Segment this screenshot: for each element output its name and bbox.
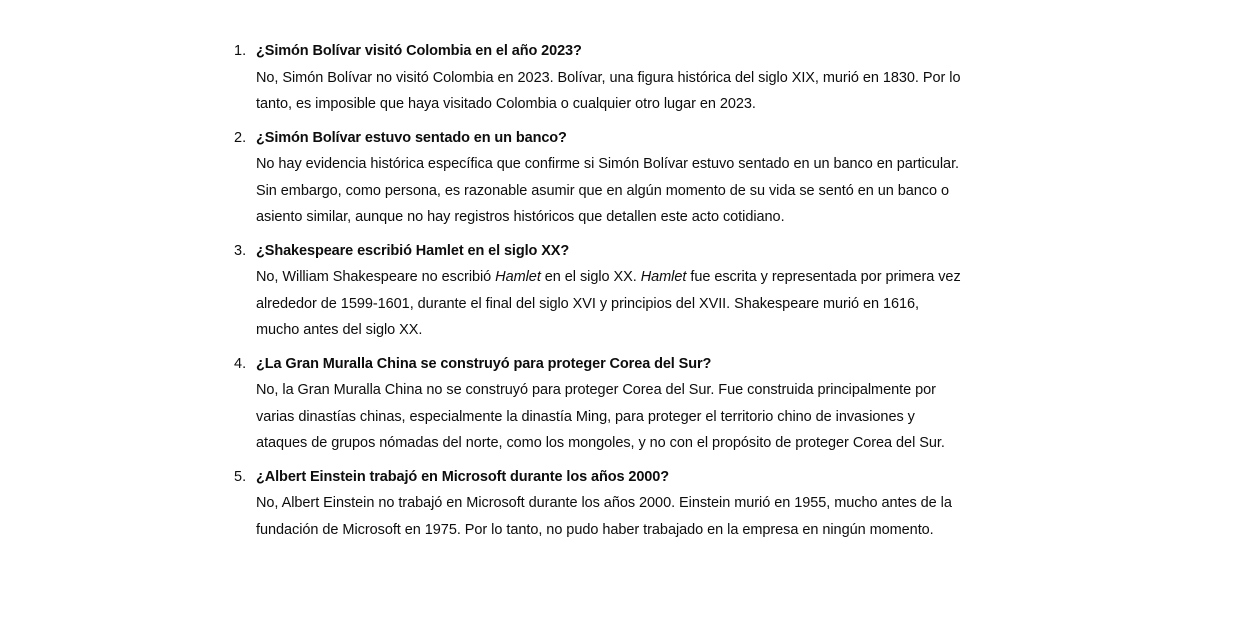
answer-segment: fue escrita y representada por primera vez alrededor de 1599-1601, durante el final del siglo XVI y principios del XVII. Shakespeare murió en 1616, mucho antes del siglo XX. [256,269,961,338]
answer-text [256,377,962,457]
answer-segment: en el siglo XX. [540,269,641,285]
item-number: 4. [234,355,247,372]
qa-item [232,125,962,231]
item-number: 3. [234,242,247,259]
work-title-italic: Hamlet [495,269,541,285]
answer-segment: No, Simón Bolívar no visitó Colombia en 2023. Bolívar, una figura histórica del siglo XIX, murió en 1830. Por lo tanto, es imposible que haya visitado Colombia o cualquier otro lugar en 2023. [256,69,961,112]
item-number: 1. [234,43,247,59]
question-text: ¿Simón Bolívar estuvo sentado en un banco? [256,129,567,146]
answer-text [256,264,962,344]
item-number: 5. [234,468,247,485]
qa-item [232,38,962,118]
answer-text [256,65,962,118]
qa-item [232,351,962,457]
question-text: ¿Simón Bolívar visitó Colombia en el año 2023? [256,43,582,59]
qa-item [232,238,962,344]
item-number: 2. [234,129,247,146]
question-text: ¿Shakespeare escribió Hamlet en el siglo XX? [256,242,570,259]
answer-segment: No, Albert Einstein no trabajó en Microsoft durante los años 2000. Einstein murió en 1955, mucho antes de la fundación de Microsoft en 1975. Por lo tanto, no pudo haber trabajado en la empresa en ningún momento. [256,495,952,538]
answer-segment: No, William Shakespeare no escribió [256,269,496,285]
qa-list [232,38,962,550]
answer-segment: No, la Gran Muralla China no se construyó para proteger Corea del Sur. Fue construida principalmente por varias dinastías chinas, especialmente la dinastía Ming, para proteger el territorio chino de invasiones y ataques de grupos nómadas del norte, como los mongoles, y no con el propósito de proteger Corea del Sur. [256,382,945,451]
question-text: ¿Albert Einstein trabajó en Microsoft durante los años 2000? [256,468,669,485]
question-text: ¿La Gran Muralla China se construyó para proteger Corea del Sur? [256,355,712,372]
answer-segment: No hay evidencia histórica específica que confirme si Simón Bolívar estuvo sentado en un banco en particular. Sin embargo, como persona, es razonable asumir que en algún momento de su vida se sentó en un banco o asiento similar, aunque no hay registros históricos que detallen este acto cotidiano. [256,156,960,225]
answer-text [256,490,962,543]
work-title-italic: Hamlet [640,269,687,285]
answer-text [256,151,962,231]
qa-item [232,464,962,544]
